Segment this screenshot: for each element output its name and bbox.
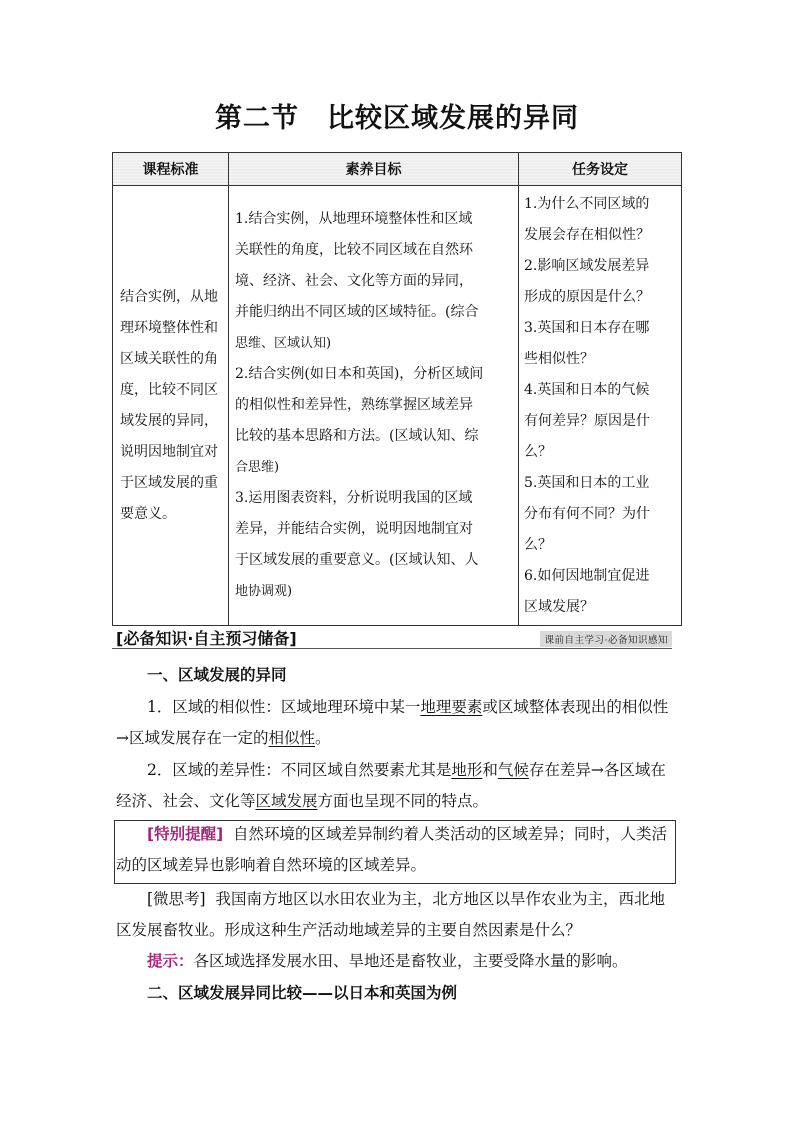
task-line: 1.为什么不同区域的 xyxy=(524,195,650,212)
table-row xyxy=(113,186,682,626)
special-reminder-text xyxy=(116,819,672,881)
underlined-term: 气候 xyxy=(497,761,529,779)
special-reminder-label: [特别提醒] xyxy=(147,825,224,843)
goal-line: 于区域发展的重要意义。(区域认知、人 xyxy=(235,552,479,568)
curriculum-table xyxy=(112,152,682,626)
task-line: 形成的原因是什么？ xyxy=(524,288,650,305)
task-line: 6.如何因地制宜促进 xyxy=(524,567,650,584)
goal-line: 3.运用图表资料，分析说明我国的区域 xyxy=(235,490,473,506)
underlined-term: 区域发展 xyxy=(255,792,318,810)
underlined-term: 地形 xyxy=(451,761,483,779)
heading-japan-uk-comparison: 二、区域发展异同比较——以日本和英国为例 xyxy=(147,984,458,1002)
micro-thinking-label: [微思考] xyxy=(147,890,206,908)
goal-line: 差异，并能结合实例，说明因地制宜对 xyxy=(235,521,473,537)
standard-line: 结合实例，从 xyxy=(120,288,204,305)
section-banner-label: [必备知识·自主预习储备] xyxy=(116,629,297,648)
goal-line: 境、经济、社会、文化等方面的异同， xyxy=(235,273,473,289)
hint-body: 各区域选择发展水田、旱地还是畜牧业，主要受降水量的影响。 xyxy=(193,952,628,970)
task-settings-cell xyxy=(519,186,682,626)
page-title xyxy=(0,96,794,135)
text-span: 。 xyxy=(315,729,331,747)
paragraph-similarity xyxy=(116,692,678,754)
course-standard-cell xyxy=(113,186,229,626)
task-line: 些相似性？ xyxy=(524,350,594,367)
task-line: 4.英国和日本的气候 xyxy=(524,381,650,398)
task-line: 分布有何不同？为什 xyxy=(524,505,650,522)
title-section-number: 第二节 xyxy=(215,103,299,134)
goal-line: 2.结合实例(如日本和英国)，分析区域间 xyxy=(235,366,484,382)
goal-line: 地协调观) xyxy=(235,584,293,599)
standard-line: 性和区域关联 xyxy=(120,319,218,367)
header-standard: 课程标准 xyxy=(113,153,229,186)
section-banner xyxy=(112,626,672,649)
text-span: 存在差异→各区域在经济、社会、文化等 xyxy=(116,761,666,810)
task-line: 3.英国和日本存在哪 xyxy=(524,319,650,336)
task-line: 5.英国和日本的工业 xyxy=(524,474,650,491)
paragraph-difference xyxy=(116,755,678,817)
task-line: 么？ xyxy=(524,536,552,553)
task-line: 2.影响区域发展差异 xyxy=(524,257,650,274)
table-header-row xyxy=(113,153,682,186)
standard-line: 展的异同，说 xyxy=(120,412,218,460)
text-span: 和 xyxy=(482,761,498,779)
underlined-term: 相似性 xyxy=(268,729,316,747)
standard-line: 于区域发展的 xyxy=(120,474,204,491)
standard-line: 重要意义。 xyxy=(120,474,218,522)
standard-line: 地理环境整体 xyxy=(120,288,218,336)
header-tasks: 任务设定 xyxy=(519,153,682,186)
standard-line: 较不同区域发 xyxy=(120,381,218,429)
micro-thinking xyxy=(116,884,678,946)
goal-line: 关联性的角度，比较不同区域在自然环 xyxy=(235,242,473,258)
underlined-term: 地理要素 xyxy=(420,698,483,716)
heading-differences-similarities: 一、区域发展的异同 xyxy=(147,666,287,684)
hint-label: 提示： xyxy=(147,952,194,970)
section-banner-tag: 课前自主学习·必备知识感知 xyxy=(540,631,672,647)
goal-line: 思维、区域认知) xyxy=(235,336,332,351)
goal-line: 的相似性和差异性，熟练掌握区域差异 xyxy=(235,397,473,413)
goal-line: 合思维) xyxy=(235,460,280,475)
header-goals: 素养目标 xyxy=(229,153,519,186)
special-reminder-body: 自然环境的区域差异制约着人类活动的区域差异；同时，人类活动的区域差异也影响着自然环境的区域差异。 xyxy=(116,825,668,874)
text-span: 方面也呈现不同的特点。 xyxy=(317,792,489,810)
standard-line: 明因地制宜对 xyxy=(134,443,218,460)
literacy-goals-cell xyxy=(229,186,519,626)
text-span: 2．区域的差异性：不同区域自然要素尤其是 xyxy=(147,761,452,779)
standard-line: 性的角度，比 xyxy=(120,350,218,398)
task-line: 区域发展？ xyxy=(524,598,594,615)
text-span: 或区域整体表现出的相似性→区域发展存在一定的 xyxy=(116,698,669,747)
task-line: 有何差异？原因是什 xyxy=(524,412,650,429)
goal-line: 比较的基本思路和方法。(区域认知、综 xyxy=(235,428,479,444)
task-line: 么？ xyxy=(524,443,552,460)
title-text: 比较区域发展的异同 xyxy=(327,103,579,134)
text-span: 1．区域的相似性：区域地理环境中某一 xyxy=(147,698,421,716)
hint xyxy=(116,946,678,977)
goal-line: 并能归纳出不同区域的区域特征。(综合 xyxy=(235,304,479,320)
goal-line: 1.结合实例，从地理环境整体性和区域 xyxy=(235,211,473,227)
micro-thinking-body: 我国南方地区以水田农业为主，北方地区以旱作农业为主，西北地区发展畜牧业。形成这种生产活动地域差异的主要自然因素是什么？ xyxy=(116,890,665,939)
task-line: 发展会存在相似性？ xyxy=(524,226,650,243)
